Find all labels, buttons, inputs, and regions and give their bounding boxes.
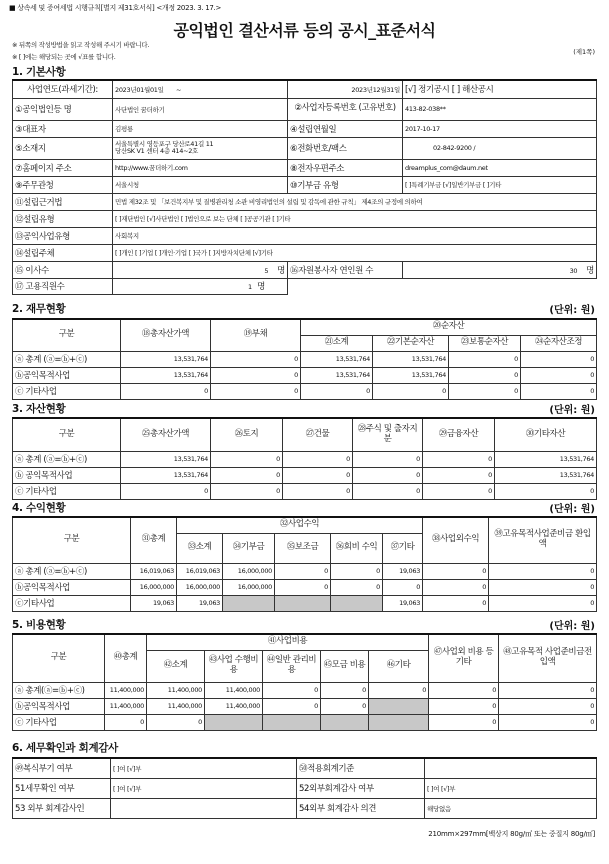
col-other: ㊻기타 <box>369 650 429 682</box>
col-subtotal: ㉑소계 <box>301 335 373 351</box>
table-row <box>13 579 597 595</box>
value-cell: 0 <box>429 714 499 730</box>
value-cell: 0 <box>353 483 423 499</box>
col-admin: ㊹일반 관리비용 <box>263 650 321 682</box>
value-cell: 0 <box>495 483 597 499</box>
value-cell <box>331 595 383 611</box>
value-cell: 11,400,000 <box>205 682 263 698</box>
volunteers-unit: 명 <box>586 265 594 276</box>
rep-label: ③대표자 <box>13 120 113 137</box>
col-subtotal: ㉝소계 <box>177 533 223 563</box>
row-label: ⓒ 기타사업 <box>13 483 121 499</box>
page-title: 공익법인 결산서류 등의 공시_표준서식 <box>173 21 436 40</box>
row-label: ⓑ공익목적사업 <box>13 579 131 595</box>
value-cell: 0 <box>489 563 597 579</box>
auditor-label: 53 외부 회계감사인 <box>13 798 111 818</box>
value-cell: 13,531,764 <box>121 467 211 483</box>
value-cell <box>275 595 331 611</box>
value-cell: 16,000,000 <box>177 579 223 595</box>
period-separator: ~ <box>176 85 182 94</box>
col-operation: ㊸사업 수행비용 <box>205 650 263 682</box>
value-cell: 11,400,000 <box>147 698 205 714</box>
col-basic-net: ㉒기본순자산 <box>373 335 449 351</box>
directors-label: ⑮ 이사수 <box>13 261 113 278</box>
unit-label: (단위: 원) <box>549 504 595 515</box>
value-cell: 13,531,764 <box>301 351 373 367</box>
col-category: 구분 <box>13 418 121 451</box>
unit-label: (단위: 원) <box>549 305 595 316</box>
bizno-label: ②사업자등록번호 (고유번호) <box>288 98 403 120</box>
value-cell: 19,063 <box>383 563 423 579</box>
address-line2: 당산SK V1 센터 4층 414~2호 <box>115 147 199 155</box>
expense-rows <box>13 682 597 730</box>
value-cell: 0 <box>105 714 147 730</box>
value-cell: 0 <box>211 451 283 467</box>
audit-opinion-value: 해당없음 <box>425 798 597 818</box>
col-land: ㉖토지 <box>211 418 283 451</box>
col-total-assets: ㉕총자산가액 <box>121 418 211 451</box>
value-cell: 0 <box>147 714 205 730</box>
authority-value: 서울시청 <box>113 176 288 193</box>
row-label: ⓐ 총계 (ⓐ=ⓑ+ⓒ) <box>13 351 121 367</box>
unit-label: (단위: 원) <box>549 621 595 632</box>
bookkeeping-value[interactable]: [ ]여 [√]부 <box>111 758 297 778</box>
col-building: ㉗건물 <box>283 418 353 451</box>
value-cell: 13,531,764 <box>121 367 211 383</box>
tax-audit-table <box>12 757 597 819</box>
value-cell: 0 <box>449 351 521 367</box>
basis-law-label: ⑪설립근거법 <box>13 193 113 210</box>
email-label: ⑧전자우편주소 <box>288 159 403 176</box>
table-row <box>13 351 597 367</box>
col-subsidy: ㉟보조금 <box>275 533 331 563</box>
bizno-value: 413-82-038** <box>403 98 597 120</box>
asset-rows <box>13 451 597 499</box>
value-cell: 11,400,000 <box>105 698 147 714</box>
org-name-value: 사단법인 꿈더하기 <box>113 98 288 120</box>
volunteers-label: ⑯자원봉사자 연인원 수 <box>288 261 403 278</box>
basic-info-table <box>12 79 597 295</box>
section-title: 1. 기본사항 <box>12 66 66 78</box>
value-cell: 0 <box>489 579 597 595</box>
value-cell: 0 <box>449 383 521 399</box>
value-cell: 0 <box>429 682 499 698</box>
tax-check-value[interactable]: [ ]여 [√]부 <box>111 778 297 798</box>
value-cell: 11,400,000 <box>205 698 263 714</box>
org-name-label: ①공익법인등 명 <box>13 98 113 120</box>
volunteers-value: 30 <box>569 266 578 275</box>
value-cell: 0 <box>383 579 423 595</box>
value-cell: 0 <box>423 595 489 611</box>
period-end: 2023년12월31일 <box>288 80 403 98</box>
value-cell: 11,400,000 <box>105 682 147 698</box>
phone-label: ⑥전화번호/팩스 <box>288 137 403 159</box>
value-cell: 0 <box>331 579 383 595</box>
col-nonbiz-expense: ㊼사업외 비용 등 기타 <box>429 634 499 682</box>
value-cell: 0 <box>353 451 423 467</box>
value-cell: 0 <box>321 682 369 698</box>
value-cell: 13,531,764 <box>495 451 597 467</box>
ext-audit-value[interactable]: [ ]여 [√]부 <box>425 778 597 798</box>
value-cell: 0 <box>489 595 597 611</box>
rep-value: 김평룡 <box>113 120 288 137</box>
unit-label: (단위: 원) <box>549 405 595 416</box>
value-cell: 0 <box>263 682 321 698</box>
value-cell: 0 <box>521 383 597 399</box>
biz-type-label: ⑬공익사업유형 <box>13 227 113 244</box>
table-row <box>13 483 597 499</box>
row-label: ⓒ 기타사업 <box>13 714 105 730</box>
value-cell: 0 <box>373 383 449 399</box>
value-cell: 13,531,764 <box>301 367 373 383</box>
founder-label: ⑭설립주체 <box>13 244 113 261</box>
value-cell: 19,063 <box>383 595 423 611</box>
value-cell: 16,000,000 <box>223 563 275 579</box>
col-subtotal: ㊷소계 <box>147 650 205 682</box>
value-cell <box>369 698 429 714</box>
value-cell: 16,000,000 <box>131 579 177 595</box>
value-cell: 19,063 <box>177 595 223 611</box>
expense-status-table <box>12 633 597 731</box>
value-cell <box>205 714 263 730</box>
value-cell: 0 <box>211 467 283 483</box>
homepage-label: ⑦홈페이지 주소 <box>13 159 113 176</box>
value-cell: 0 <box>283 483 353 499</box>
directors-value: 5 <box>264 266 269 275</box>
bookkeeping-label: ㊾복식부기 여부 <box>13 758 111 778</box>
col-category: 구분 <box>13 517 131 563</box>
value-cell: 13,531,764 <box>495 467 597 483</box>
col-net-adjust: ㉔순자산조정 <box>521 335 597 351</box>
form-reference: ■ 상속세 및 증여세법 시행규칙[별지 제31호서식] <개정 2023. 3. 17.> <box>9 4 222 12</box>
address-line1: 서울특별시 영등포구 당산로41길 11 <box>115 139 214 148</box>
authority-label: ⑨주무관청 <box>13 176 113 193</box>
col-other-assets: ㉚기타자산 <box>495 418 597 451</box>
audit-opinion-label: 54외부 회계감사 의견 <box>297 798 425 818</box>
table-row <box>13 595 597 611</box>
financial-rows <box>13 351 597 399</box>
disclosure-type[interactable]: [√] 정기공시 [ ] 해산공시 <box>403 80 597 98</box>
value-cell <box>369 714 429 730</box>
page-number: (제1쪽) <box>573 48 595 56</box>
auditor-value <box>111 798 297 818</box>
value-cell: 0 <box>423 483 495 499</box>
col-reserve-transfer: ㊽고유목적 사업준비금전입액 <box>499 634 597 682</box>
address-label: ⑤소재지 <box>13 137 113 159</box>
phone-value: 02-842-9200 / <box>403 137 597 159</box>
row-label: ⓑ공익목적사업 <box>13 698 105 714</box>
employees-label: ⑰ 고용직원수 <box>13 278 113 294</box>
accounting-std-label: ㊿적용회계기준 <box>297 758 425 778</box>
col-financial: ㉙금융자산 <box>423 418 495 451</box>
col-net-assets: ⑳순자산 <box>301 319 597 335</box>
col-reserve-return: ㊴고유목적사업준비금 환입액 <box>489 517 597 563</box>
tax-check-label: 51세무확인 여부 <box>13 778 111 798</box>
value-cell: 0 <box>283 467 353 483</box>
section-title: 5. 비용현황 <box>12 619 66 631</box>
instruction-note: ※ [ ]에는 해당되는 곳에 √표를 합니다. <box>12 53 116 61</box>
instruction-note: ※ 뒤쪽의 작성방법을 읽고 작성해 주시기 바랍니다. <box>12 41 150 49</box>
found-type-label: ⑫설립유형 <box>13 210 113 227</box>
ext-audit-label: 52외부회계감사 여부 <box>297 778 425 798</box>
value-cell: 0 <box>321 698 369 714</box>
value-cell: 0 <box>121 483 211 499</box>
value-cell: 0 <box>275 579 331 595</box>
directors-unit: 명 <box>277 265 285 276</box>
value-cell: 0 <box>275 563 331 579</box>
row-label: ⓑ공익목적사업 <box>13 367 121 383</box>
est-date-label: ④설립연월일 <box>288 120 403 137</box>
value-cell: 16,000,000 <box>223 579 275 595</box>
row-label: ⓐ 총계 (ⓐ=ⓑ+ⓒ) <box>13 451 121 467</box>
table-row <box>13 467 597 483</box>
row-label: ⓒ 기타사업 <box>13 383 121 399</box>
value-cell: 0 <box>211 367 301 383</box>
col-biz-revenue: ㉜사업수익 <box>177 517 423 533</box>
value-cell: 0 <box>369 682 429 698</box>
value-cell: 13,531,764 <box>121 351 211 367</box>
col-category: 구분 <box>13 319 121 351</box>
section-title: 2. 재무현황 <box>12 303 66 315</box>
section-title: 3. 자산현황 <box>12 403 66 415</box>
col-normal-net: ㉓보통순자산 <box>449 335 521 351</box>
col-category: 구분 <box>13 634 105 682</box>
value-cell <box>223 595 275 611</box>
section-title: 6. 세무확인과 회계감사 <box>12 742 118 754</box>
value-cell: 0 <box>283 451 353 467</box>
employees-unit: 명 <box>257 282 266 292</box>
value-cell: 13,531,764 <box>373 367 449 383</box>
donation-type-value[interactable]: [ ]특례기부금 [√]일반기부금 [ ]기타 <box>403 176 597 193</box>
col-fundraising: ㊺모금 비용 <box>321 650 369 682</box>
col-total: ㉛총계 <box>131 517 177 563</box>
table-row <box>13 682 597 698</box>
financial-status-table <box>12 318 597 400</box>
value-cell: 0 <box>423 579 489 595</box>
table-row <box>13 451 597 467</box>
asset-status-table <box>12 417 597 500</box>
value-cell <box>321 714 369 730</box>
value-cell: 0 <box>499 698 597 714</box>
value-cell: 11,400,000 <box>147 682 205 698</box>
period-start: 2023년01월01일 <box>115 85 164 94</box>
employees-value: 1 <box>248 283 252 291</box>
value-cell: 0 <box>423 467 495 483</box>
est-date-value: 2017-10-17 <box>403 120 597 137</box>
col-debt: ⑲부채 <box>211 319 301 351</box>
value-cell: 0 <box>423 563 489 579</box>
table-row <box>13 383 597 399</box>
founder-value[interactable]: [ ]개인 [ ]기업 [ ]개인·기업 [ ]국가 [ ]지방자치단체 [√]기타 <box>113 244 597 261</box>
value-cell: 16,019,063 <box>177 563 223 579</box>
value-cell: 0 <box>423 451 495 467</box>
donation-type-label: ⑩기부금 유형 <box>288 176 403 193</box>
value-cell: 13,531,764 <box>121 451 211 467</box>
table-row <box>13 698 597 714</box>
email-value: dreamplus_com@daum.net <box>403 159 597 176</box>
row-label: ⓐ 총계(ⓐ=ⓑ+ⓒ) <box>13 682 105 698</box>
col-total-assets: ⑱총자산가액 <box>121 319 211 351</box>
value-cell: 0 <box>211 383 301 399</box>
col-biz-expense: ㊶사업비용 <box>147 634 429 650</box>
col-other: ㊲기타 <box>383 533 423 563</box>
section-title: 4. 수익현황 <box>12 502 66 514</box>
value-cell: 0 <box>211 351 301 367</box>
value-cell: 0 <box>499 714 597 730</box>
revenue-status-table <box>12 516 597 612</box>
basis-law-value: 민법 제32조 및 「보건복지부 및 질병관리청 소관 비영리법인의 설립 및 감독에 관한 규칙」 제4조의 규정에 의하여 <box>113 193 597 210</box>
value-cell: 0 <box>331 563 383 579</box>
col-total: ㊵총계 <box>105 634 147 682</box>
col-membership: ㊱회비 수익 <box>331 533 383 563</box>
col-donation: ㉞기부금 <box>223 533 275 563</box>
col-stocks: ㉘주식 및 출자지분 <box>353 418 423 451</box>
found-type-value[interactable]: [ ]재단법인 [√]사단법인 [ ]법인으로 보는 단체 [ ]공공기관 [ ]기타 <box>113 210 597 227</box>
value-cell: 0 <box>211 483 283 499</box>
value-cell: 16,019,063 <box>131 563 177 579</box>
row-label: ⓑ 공익목적사업 <box>13 467 121 483</box>
value-cell: 0 <box>521 367 597 383</box>
value-cell: 0 <box>449 367 521 383</box>
value-cell: 0 <box>353 467 423 483</box>
table-row <box>13 714 597 730</box>
accounting-std-value <box>425 758 597 778</box>
revenue-rows <box>13 563 597 611</box>
biz-type-value: 사회복지 <box>113 227 597 244</box>
value-cell <box>263 714 321 730</box>
value-cell: 0 <box>121 383 211 399</box>
row-label: ⓒ기타사업 <box>13 595 131 611</box>
period-label: 사업연도(과세기간): <box>13 80 113 98</box>
value-cell: 0 <box>301 383 373 399</box>
value-cell: 0 <box>429 698 499 714</box>
table-row <box>13 367 597 383</box>
value-cell: 0 <box>499 682 597 698</box>
value-cell: 0 <box>263 698 321 714</box>
value-cell: 19,063 <box>131 595 177 611</box>
col-nonbiz-revenue: ㊳사업외수익 <box>423 517 489 563</box>
row-label: ⓐ 총계 (ⓐ=ⓑ+ⓒ) <box>13 563 131 579</box>
value-cell: 13,531,764 <box>373 351 449 367</box>
value-cell: 0 <box>521 351 597 367</box>
paper-spec: 210mm×297mm[백상지 80g/㎡ 또는 중질지 80g/㎡] <box>428 830 595 838</box>
homepage-value: http://www.꿈더하기.com <box>113 159 288 176</box>
table-row <box>13 563 597 579</box>
